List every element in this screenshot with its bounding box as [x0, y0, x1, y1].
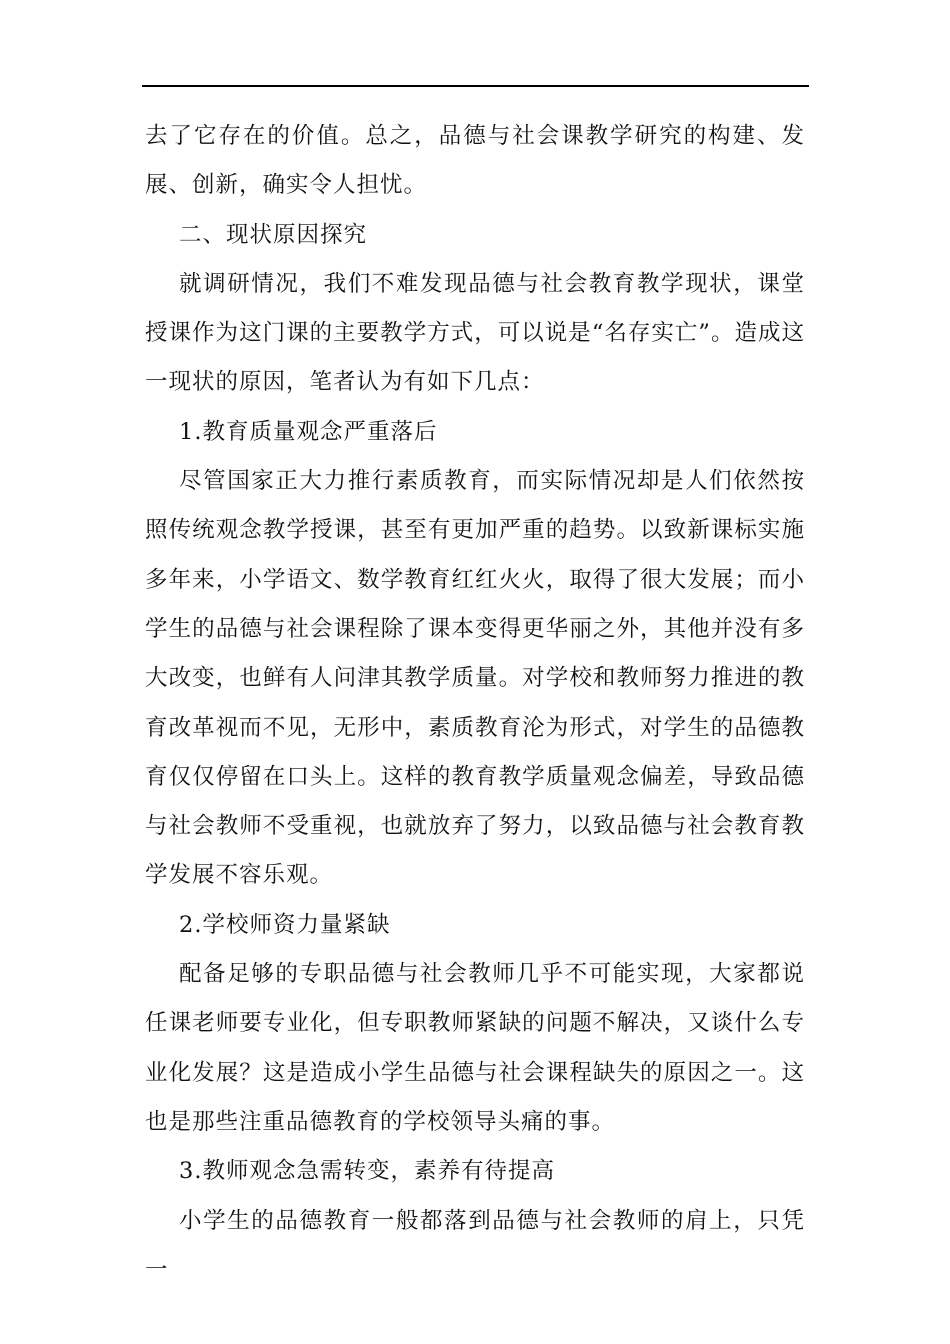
header-rule	[142, 85, 809, 87]
paragraph-2: 配备足够的专职品德与社会教师几乎不可能实现，大家都说任课老师要专业化，但专职教师紧缺的问题不解决，又谈什么专业化发展？这是造成小学生品德与社会课程缺失的原因之一。这也是那些注重品德教育的学校领导头痛的事。	[145, 961, 805, 1135]
paragraph-1: 尽管国家正大力推行素质教育，而实际情况却是人们依然按照传统观念教学授课，甚至有更加严重的趋势。以致新课标实施多年来，小学语文、数学教育红红火火，取得了很大发展；而小学生的品德与社会课程除了课本变得更华丽之外，其他并没有多大改变，也鲜有人问津其教学质量。对学校和教师努力推进的教育改革视而不见，无形中，素质教育沦为形式，对学生的品德教育仅仅停留在口头上。这样的教育教学质量观念偏差，导致品德与社会教师不受重视，也就放弃了努力，以致品德与社会教育教学发展不容乐观。	[145, 468, 805, 889]
subheading-2: 2.学校师资力量紧缺	[179, 911, 391, 938]
document-body	[145, 112, 805, 1295]
paragraph-3: 小学生的品德教育一般都落到品德与社会教师的肩上，只凭一	[145, 1207, 805, 1283]
section-heading-causes: 二、现状原因探究	[179, 221, 368, 248]
subheading-1: 1.教育质量观念严重落后	[179, 418, 438, 445]
subheading-3: 3.教师观念急需转变，素养有待提高	[179, 1158, 555, 1185]
paragraph-intro: 就调研情况，我们不难发现品德与社会教育教学现状，课堂授课作为这门课的主要教学方式，可以说是“名存实亡”。造成这一现状的原因，笔者认为有如下几点：	[145, 270, 805, 396]
paragraph-continuation: 去了它存在的价值。总之，品德与社会课教学研究的构建、发展、创新，确实令人担忧。	[145, 123, 805, 199]
